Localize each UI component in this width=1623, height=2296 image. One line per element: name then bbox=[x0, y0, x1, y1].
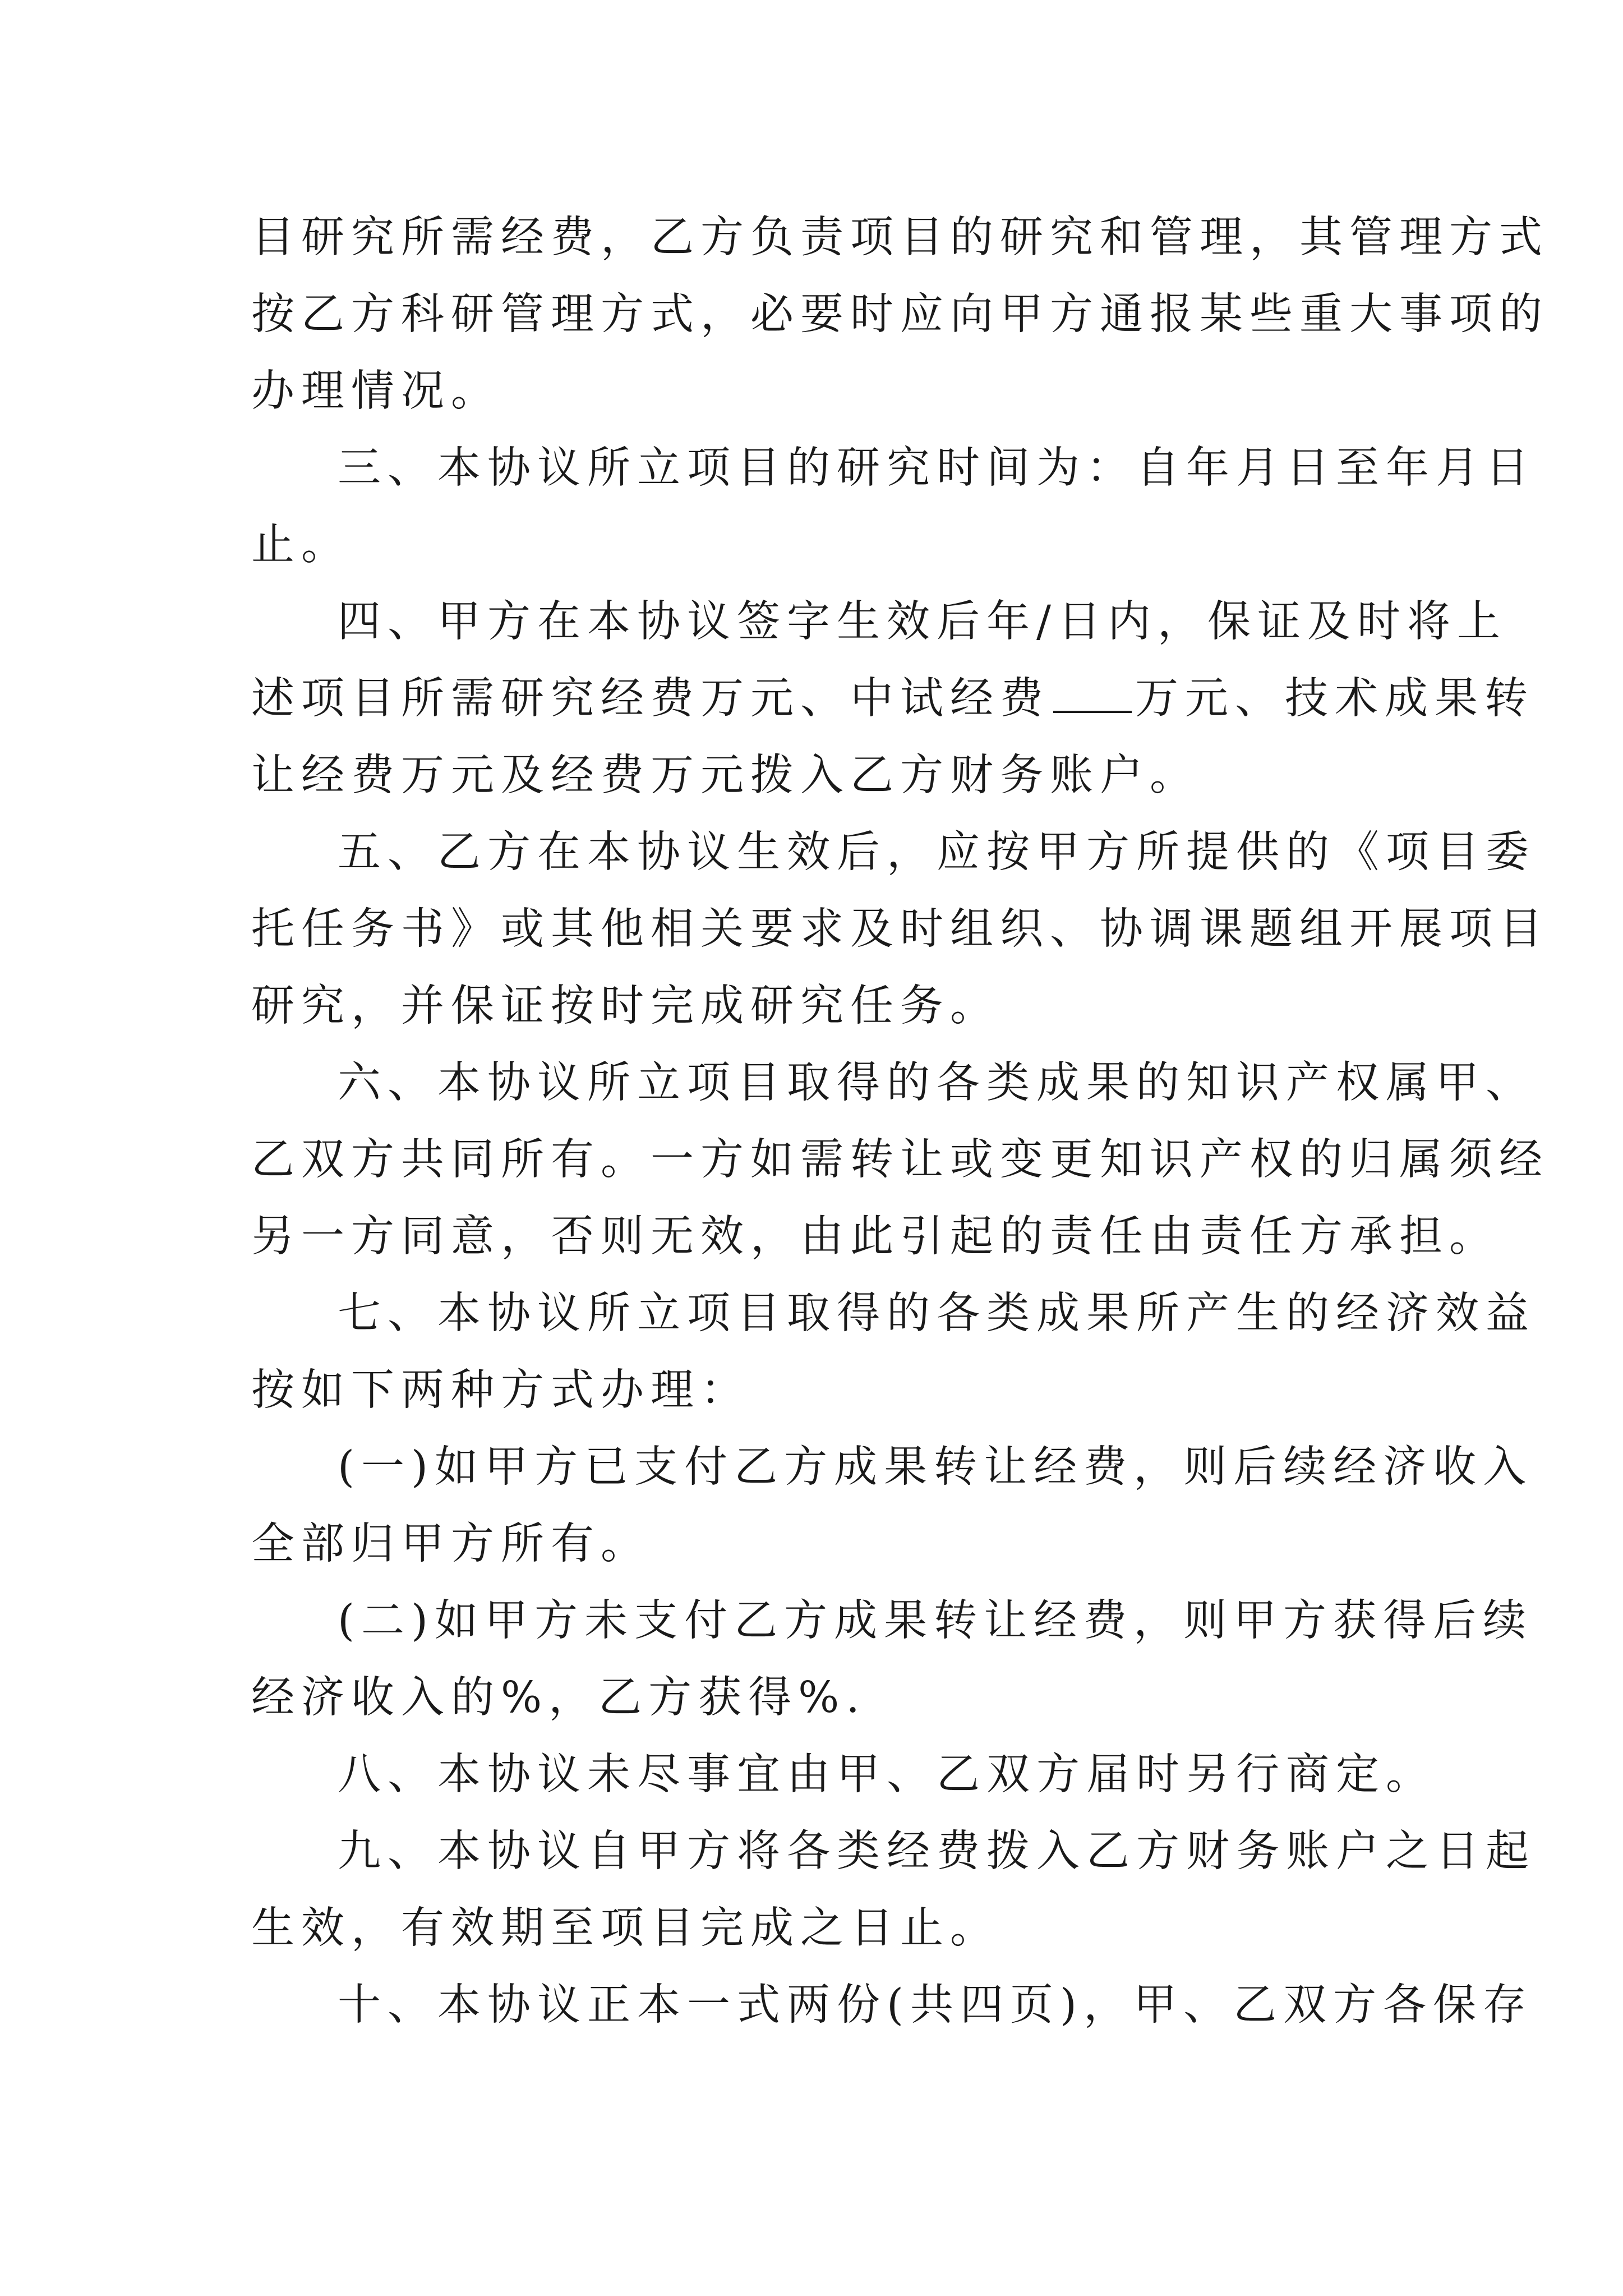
clause-10: 十、本协议正本一式两份(共四页)，甲、乙双方各保存 bbox=[338, 1980, 1533, 2030]
text-line: 按乙方科研管理方式，必要时应向甲方通报某些重大事项的 bbox=[251, 289, 1549, 339]
text-line: 让经费万元及经费万元拨入乙方财务账户。 bbox=[251, 751, 1200, 800]
clause-7-item-1: (一)如甲方已支付乙方成果转让经费，则后续经济收入 bbox=[338, 1442, 1533, 1492]
text-line: 止。 bbox=[251, 520, 351, 570]
text-line: 目研究所需经费，乙方负责项目的研究和管理，其管理方式 bbox=[251, 213, 1549, 263]
clause-3: 三、本协议所立项目的研究时间为：自年月日至年月日 bbox=[338, 443, 1536, 493]
text-line: 乙双方共同所有。一方如需转让或变更知识产权的归属须经 bbox=[251, 1135, 1549, 1185]
clause-4: 四、甲方在本协议签字生效后年/日内，保证及时将上 bbox=[338, 597, 1507, 647]
text-line: 托任务书》或其他相关要求及时组织、协调课题组开展项目 bbox=[251, 904, 1549, 954]
text-line: 另一方同意，否则无效，由此引起的责任由责任方承担。 bbox=[251, 1212, 1499, 1262]
clause-8: 八、本协议未尽事宜由甲、乙双方届时另行商定。 bbox=[338, 1750, 1436, 1800]
clause-5: 五、乙方在本协议生效后，应按甲方所提供的《项目委 bbox=[338, 827, 1536, 877]
document-body bbox=[251, 199, 1549, 2044]
clause-7: 七、本协议所立项目取得的各类成果所产生的经济效益 bbox=[338, 1289, 1536, 1338]
text-line: 全部归甲方所有。 bbox=[251, 1519, 651, 1569]
text-line: 经济收入的%，乙方获得%. bbox=[251, 1673, 866, 1723]
text-line: 研究，并保证按时完成研究任务。 bbox=[251, 981, 1000, 1031]
clause-7-item-2: (二)如甲方未支付乙方成果转让经费，则甲方获得后续 bbox=[338, 1596, 1533, 1646]
text-segment: 述项目所需研究经费万元、中试经费 bbox=[251, 674, 1050, 724]
text-line: 生效，有效期至项目完成之日止。 bbox=[251, 1903, 1000, 1953]
clause-6: 六、本协议所立项目取得的各类成果的知识产权属甲、 bbox=[338, 1058, 1536, 1108]
text-line: 办理情况。 bbox=[251, 366, 501, 416]
clause-9: 九、本协议自甲方将各类经费拨入乙方财务账户之日起 bbox=[338, 1826, 1536, 1876]
fill-in-blank bbox=[1053, 677, 1132, 713]
text-line-with-blank bbox=[251, 660, 1534, 737]
text-segment: 万元、技术成果转 bbox=[1135, 674, 1534, 724]
text-line: 按如下两种方式办理： bbox=[251, 1365, 750, 1415]
